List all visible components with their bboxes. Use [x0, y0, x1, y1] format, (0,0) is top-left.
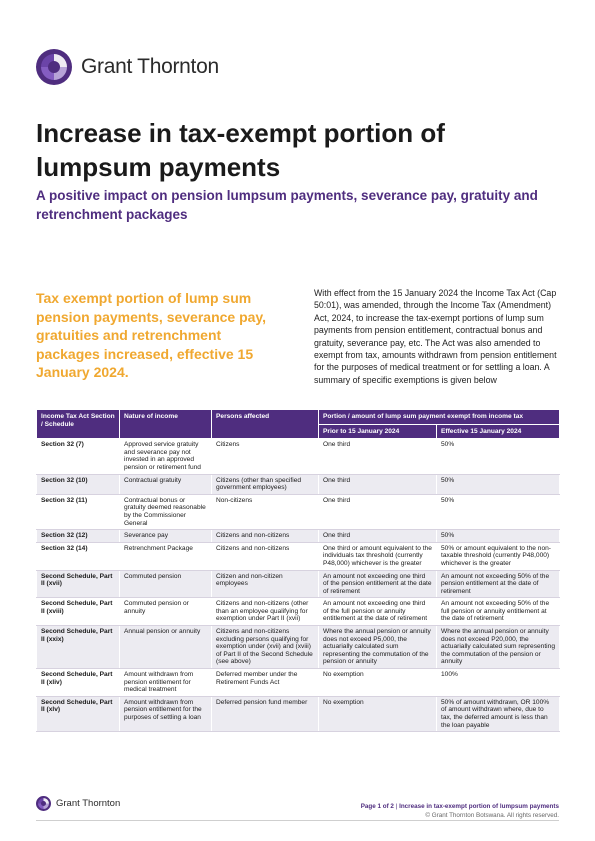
cell-nature: Commuted pension: [120, 570, 212, 598]
cell-persons: Citizens and non-citizens: [212, 542, 319, 570]
table-row: [37, 439, 560, 474]
header-nature: Nature of income: [120, 410, 212, 439]
cell-section: Section 32 (10): [37, 474, 120, 494]
brand-name: Grant Thornton: [81, 55, 219, 78]
cell-nature: Annual pension or annuity: [120, 626, 212, 669]
cell-effective: 50% or amount equivalent to the non-taxable threshold (currently P48,000) whichever is the greater: [437, 542, 560, 570]
cell-persons: Citizens: [212, 439, 319, 474]
table-header-row: [37, 410, 560, 425]
cell-prior: An amount not exceeding one third of the pension entitlement at the date of retirement: [319, 570, 437, 598]
footer-brand-name: Grant Thornton: [56, 798, 121, 809]
cell-prior: No exemption: [319, 669, 437, 697]
cell-prior: An amount not exceeding one third of the full pension or annuity entitlement at the date of retirement: [319, 598, 437, 626]
table-row: [37, 542, 560, 570]
cell-section: Second Schedule, Part II (xvii): [37, 570, 120, 598]
header-portion: Portion / amount of lump sum payment exempt from income tax: [319, 410, 560, 425]
table-row: [37, 598, 560, 626]
table-row: [37, 570, 560, 598]
cell-persons: Non-citizens: [212, 494, 319, 529]
cell-prior: Where the annual pension or annuity does not exceed P5,000, the actuarially calculated sum representing the commutation of the pension or annuity: [319, 626, 437, 669]
cell-effective: 50% of amount withdrawn, OR 100% of amount withdrawn where, due to tax, the deferred amount is less than the loan payable: [437, 696, 560, 731]
page-title: Increase in tax-exempt portion of lumpsum payments: [36, 118, 445, 182]
cell-effective: 100%: [437, 669, 560, 697]
cell-effective: 50%: [437, 530, 560, 543]
callout-text: Tax exempt portion of lump sum pension payments, severance pay, gratuities and retrenchment packages increased, effective 15 January 2024.: [36, 290, 267, 380]
cell-persons: Citizens and non-citizens: [212, 530, 319, 543]
cell-prior: One third or amount equivalent to the individuals tax threshold (currently P48,000) whichever is the greater: [319, 542, 437, 570]
cell-persons: Citizens and non-citizens excluding persons qualifying for exemption under (xvii) and (xviii) of Part II of the Second Schedule (see above): [212, 626, 319, 669]
header-section: Income Tax Act Section / Schedule: [37, 410, 120, 439]
table-row: [37, 626, 560, 669]
cell-prior: No exemption: [319, 696, 437, 731]
cell-effective: 50%: [437, 474, 560, 494]
cell-section: Second Schedule, Part II (xliv): [37, 669, 120, 697]
cell-persons: Citizen and non-citizen employees: [212, 570, 319, 598]
cell-nature: Approved service gratuity and severance pay not invested in an approved pension or retirement fund: [120, 439, 212, 474]
cell-effective: An amount not exceeding 50% of the pension entitlement at the date of retirement: [437, 570, 560, 598]
cell-nature: Contractual gratuity: [120, 474, 212, 494]
page-number: Page 1 of 2: [360, 803, 394, 810]
cell-effective: 50%: [437, 439, 560, 474]
table-row: [37, 696, 560, 731]
table-row: [37, 669, 560, 697]
cell-nature: Retrenchment Package: [120, 542, 212, 570]
footer-doc-title: Increase in tax-exempt portion of lumpsum payments: [399, 803, 559, 810]
brand-logo: [36, 49, 219, 85]
footer-copyright: © Grant Thornton Botswana. All rights reserved.: [425, 811, 559, 819]
cell-nature: Amount withdrawn from pension entitlement for the purposes of settling a loan: [120, 696, 212, 731]
cell-persons: Deferred member under the Retirement Funds Act: [212, 669, 319, 697]
cell-nature: Contractual bonus or gratuity deemed reasonable by the Commissioner General: [120, 494, 212, 529]
footer-meta: [361, 803, 559, 820]
cell-effective: An amount not exceeding 50% of the full pension or annuity entitlement at the date of retirement: [437, 598, 560, 626]
footer-separator: |: [395, 803, 398, 810]
cell-prior: One third: [319, 439, 437, 474]
intro-paragraph: With effect from the 15 January 2024 the Income Tax Act (Cap 50:01), was amended, through the Income Tax (Amendment) Act, 2024, to increase the tax-exempt portions of lump sum payments from pension entitlement, contractual bonus and gratuity, severance pay, etc. The Act was also amended to exempt from tax, amounts withdrawn from pension entitlement for the purposes of medical treatment or for settling a loan. A summary of specific exemptions is given below: [314, 288, 557, 385]
cell-effective: Where the annual pension or annuity does not exceed P20,000, the actuarially calculated sum representing the commutation of the pension or annuity: [437, 626, 560, 669]
cell-section: Second Schedule, Part II (xlv): [37, 696, 120, 731]
cell-persons: Deferred pension fund member: [212, 696, 319, 731]
cell-section: Second Schedule, Part II (xxix): [37, 626, 120, 669]
cell-effective: 50%: [437, 494, 560, 529]
cell-section: Section 32 (11): [37, 494, 120, 529]
table-row: [37, 530, 560, 543]
table-row: [37, 474, 560, 494]
cell-nature: Commuted pension or annuity: [120, 598, 212, 626]
header-persons: Persons affected: [212, 410, 319, 439]
cell-section: Section 32 (7): [37, 439, 120, 474]
exemption-table: [36, 409, 560, 732]
header-prior: Prior to 15 January 2024: [319, 424, 437, 439]
grant-thornton-logo-icon: [36, 796, 51, 811]
cell-prior: One third: [319, 530, 437, 543]
cell-nature: Amount withdrawn from pension entitlement for medical treatment: [120, 669, 212, 697]
cell-section: Section 32 (14): [37, 542, 120, 570]
cell-nature: Severance pay: [120, 530, 212, 543]
table-row: [37, 494, 560, 529]
footer-divider: [36, 820, 559, 821]
page-subtitle: A positive impact on pension lumpsum payments, severance pay, gratuity and retrenchment packages: [36, 188, 538, 222]
cell-section: Section 32 (12): [37, 530, 120, 543]
cell-persons: Citizens and non-citizens (other than an employee qualifying for exemption under Part II (xvii): [212, 598, 319, 626]
header-effective: Effective 15 January 2024: [437, 424, 560, 439]
grant-thornton-logo-icon: [36, 49, 72, 85]
cell-section: Second Schedule, Part II (xviii): [37, 598, 120, 626]
cell-persons: Citizens (other than specified government employees): [212, 474, 319, 494]
cell-prior: One third: [319, 494, 437, 529]
footer-logo: [36, 796, 120, 811]
cell-prior: One third: [319, 474, 437, 494]
